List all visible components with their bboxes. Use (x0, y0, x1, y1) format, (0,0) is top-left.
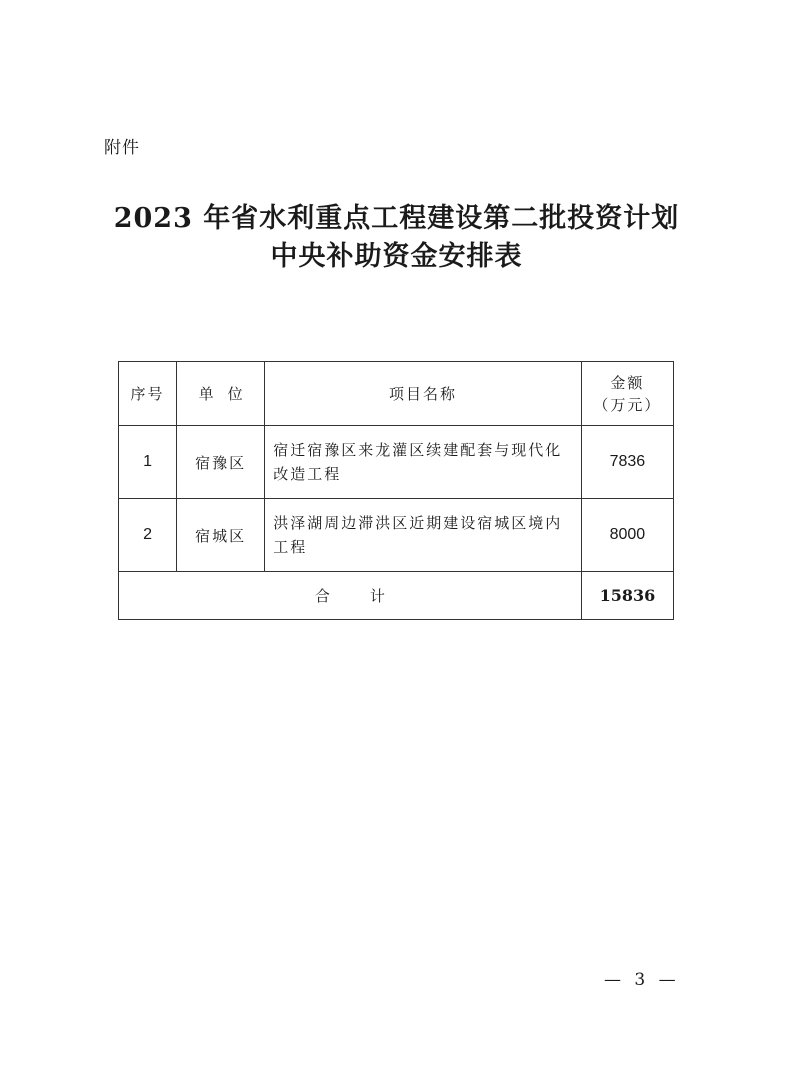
total-amount: 15836 (581, 572, 673, 620)
row-unit: 宿城区 (177, 499, 265, 572)
header-amount (581, 362, 673, 426)
header-amount-label: 金额 (610, 373, 645, 392)
row-project: 宿迁宿豫区来龙灌区续建配套与现代化改造工程 (265, 426, 582, 499)
row-no: 1 (119, 426, 177, 499)
row-amount: 8000 (581, 499, 673, 572)
funding-allocation-table (118, 361, 674, 620)
row-project: 洪泽湖周边滞洪区近期建设宿城区境内工程 (265, 499, 582, 572)
header-unit: 单位 (177, 362, 265, 426)
document-title-line-2: 中央补助资金安排表 (270, 241, 523, 272)
attachment-label: 附件 (104, 138, 140, 158)
table-header-row (119, 362, 674, 426)
header-project: 项目名称 (265, 362, 582, 426)
header-no: 序号 (119, 362, 177, 426)
total-label: 合计 (119, 572, 582, 620)
table-total-row (119, 572, 674, 620)
page-number: — 3 — (604, 970, 680, 990)
table-row (119, 426, 674, 499)
table-row (119, 499, 674, 572)
row-unit: 宿豫区 (177, 426, 265, 499)
row-amount: 7836 (581, 426, 673, 499)
document-title-line-1: 2023 年省水利重点工程建设第二批投资计划 (113, 203, 680, 234)
header-amount-unit: （万元） (593, 395, 662, 414)
row-no: 2 (119, 499, 177, 572)
